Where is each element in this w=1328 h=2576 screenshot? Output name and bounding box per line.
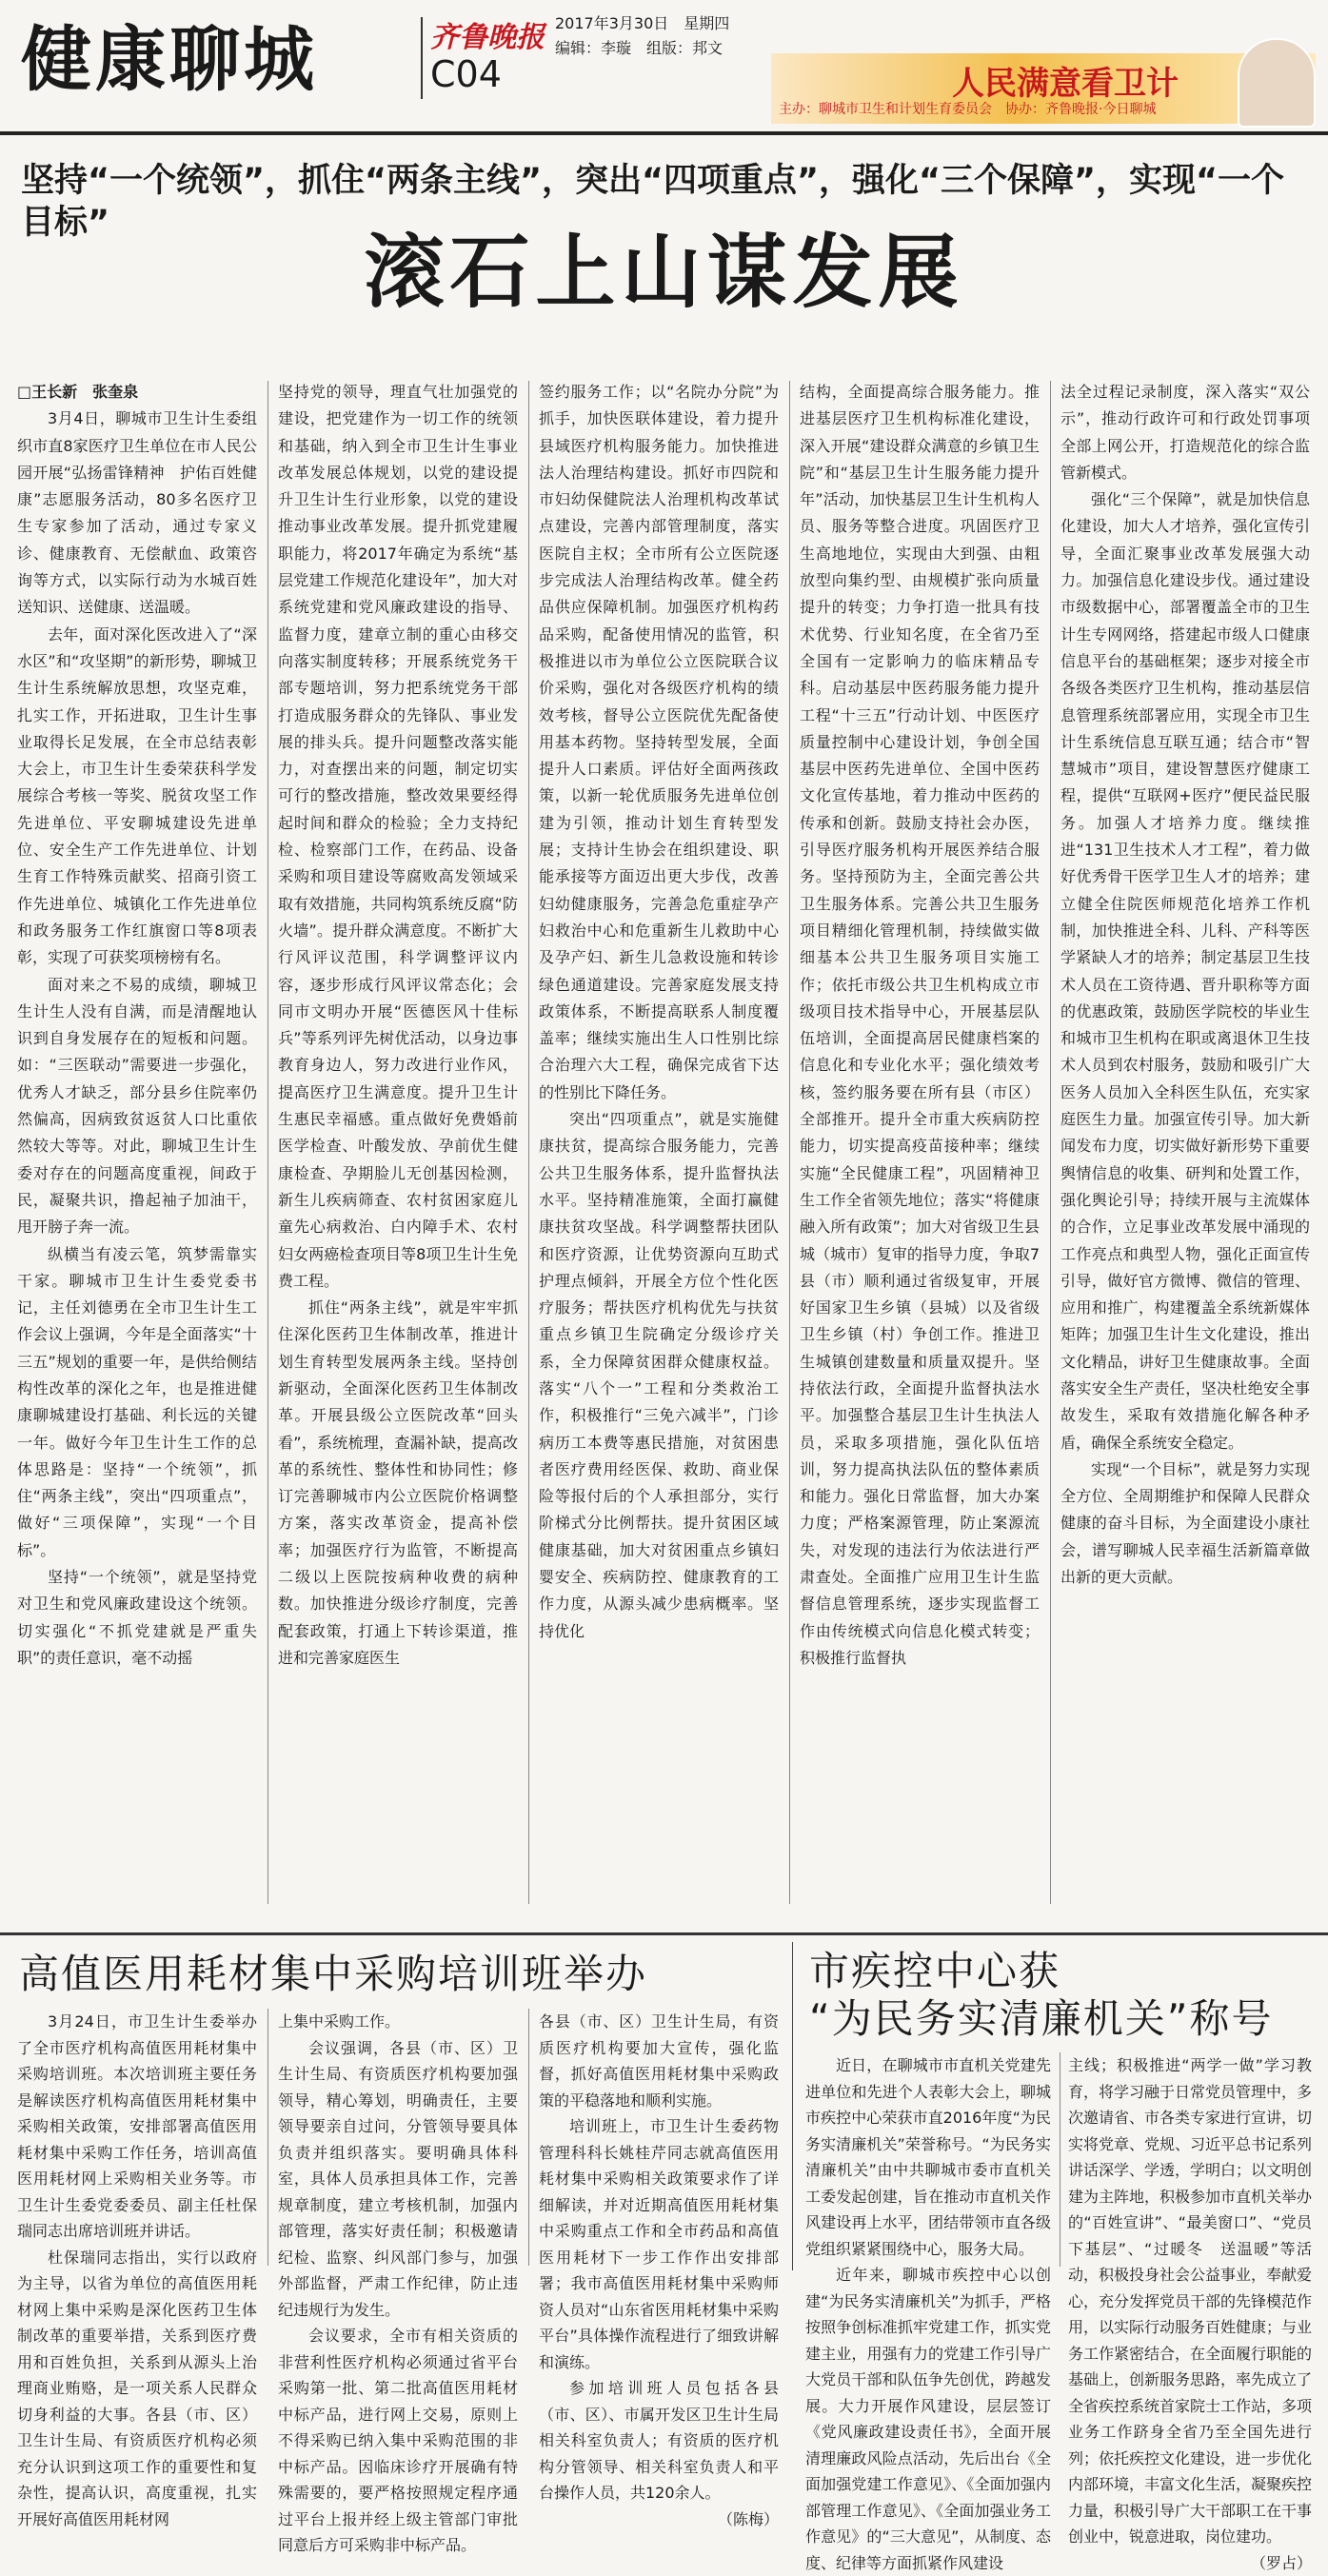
story3-column-1 xyxy=(805,2052,1051,2576)
lead-kicker: 坚持“一个统领”，抓住“两条主线”，突出“四项重点”，强化“三个保障”，实现“一个目标” xyxy=(21,160,1306,244)
paragraph: 培训班上，市卫生计生委药物管理科科长姚桂芹同志就高值医用耗材集中采购相关政策要求作了详细解读，并对近期高值医用耗材集中采购重点工作和全市药品和高值医用耗材下一步工作作出安排部署；我市高值医用耗材集中采购师资人员对“山东省医用耗材集中采购平台”具体操作流程进行了细致讲解和演练。 xyxy=(539,2113,779,2375)
paragraph: 会议强调，各县（市、区）卫生计生局、有资质医疗机构要加强领导，精心筹划，明确责任，主要领导要亲自过问，分管领导要具体负责并组织落实。要明确具体科室，具体人员承担具体工作，完善规章制度，建立考核机制，加强内部管理，落实好责任制；积极邀请纪检、监察、纠风部门参与，加强外部监督，严肃工作纪律，防止违纪违规行为发生。 xyxy=(278,2035,518,2324)
paragraph: 3月4日，聊城市卫生计生委组织市直8家医疗卫生单位在市人民公园开展“弘扬雷锋精神 护佑百姓健康”志愿服务活动，80多名医疗卫生专家参加了活动，通过专家义诊、健康教育、无偿献血、政策咨询等方式，以实际行动为水城百姓送知识、送健康、送温暖。 xyxy=(17,406,257,621)
story2-column-1 xyxy=(17,2009,257,2532)
paragraph: 参加培训班人员包括各县（市、区）、市属开发区卫生计生局相关科室负责人；有资质的医疗机构分管领导、相关科室负责人和平台操作人员，共120余人。 xyxy=(539,2375,779,2507)
paragraph: 近日，在聊城市市直机关党建先进单位和先进个人表彰大会上，聊城市疾控中心荣获市直2016年度“为民务实清廉机关”荣誉称号。“为民务实清廉机关”由中共聊城市委市直机关工委发起创建，旨在推动市直机关作风建设再上水平，团结带领市直各级党组织紧紧围绕中心，服务大局。 xyxy=(805,2052,1051,2262)
column-divider xyxy=(789,381,790,1904)
paragraph: 结构，全面提高综合服务能力。推进基层医疗卫生机构标准化建设，深入开展“建设群众满意的乡镇卫生院”和“基层卫生计生服务能力提升年”活动，加快基层卫生计生机构人员、服务等整合进度。巩固医疗卫生高地地位，实现由大到强、由粗放型向集约型、由规模扩张向质量提升的转变；力争打造一批具有技术优势、行业知名度，在全省乃至全国有一定影响力的临床精品专科。启动基层中医药服务能力提升工程“十三五”行动计划、中医医疗质量控制中心建设计划，争创全国基层中医药先进单位、全国中医药文化宣传基地，着力推动中医药的传承和创新。鼓励支持社会办医，引导医疗服务机构开展医养结合服务。坚持预防为主，全面完善公共卫生服务体系。完善公共卫生服务项目精细化管理机制，持续做实做细基本公共卫生服务项目实施工作；依托市级公共卫生机构成立市级项目技术指导中心，开展基层队伍培训，全面提高居民健康档案的信息化和专业化水平；强化绩效考核，签约服务要在所有县（市区）全部推开。提升全市重大疾病防控能力，切实提高疫苗接种率；继续实施“全民健康工程”，巩固精神卫生工作全省领先地位；落实“将健康融入所有政策”；加大对省级卫生县城（城市）复审的指导力度，争取7县（市）顺利通过省级复审，开展好国家卫生乡镇（县城）以及省级卫生乡镇（村）争创工作。推进卫生城镇创建数量和质量双提升。坚持依法行政，全面提升监督执法水平。加强整合基层卫生计生执法人员，采取多项措施，强化队伍培训，努力提高执法队伍的整体素质和能力。强化日常监督，加大办案力度；严格案源管理，防止案源流失，对发现的违法行为依法进行严肃查处。全面推广应用卫生计生监督信息管理系统，逐步实现监督工作由传统模式向信息化模式转变；积极推行监督执 xyxy=(800,379,1040,1672)
paragraph: 上集中采购工作。 xyxy=(278,2009,518,2035)
nurse-photo-icon xyxy=(1238,38,1316,128)
story2-signature: （陈梅） xyxy=(539,2507,779,2533)
lead-column-3 xyxy=(539,379,779,1645)
story2-column-2 xyxy=(278,2009,518,2559)
paragraph: 面对来之不易的成绩，聊城卫生计生人没有自满，而是清醒地认识到自身发展存在的短板和问题。如：“三医联动”需要进一步强化，优秀人才缺乏，部分县乡住院率仍然偏高，因病致贫返贫人口比重依然较大等等。对此，聊城卫生计生委对存在的问题高度重视，间政于民，凝聚共识，撸起袖子加油干，甩开膀子奔一流。 xyxy=(17,972,257,1241)
lead-column-4 xyxy=(800,379,1040,1672)
story3-signature: （罗占） xyxy=(1068,2550,1312,2576)
masthead-divider xyxy=(421,17,423,99)
newspaper-logo: 齐鲁晚报 xyxy=(430,13,545,55)
story3-headline-line1: 市疾控中心获 xyxy=(809,1948,1314,1995)
top-rule xyxy=(0,131,1328,135)
story-divider xyxy=(792,1942,793,2270)
story3-headline-line2: “为民务实清廉机关”称号 xyxy=(809,1995,1314,2043)
paragraph: 抓住“两条主线”，就是牢牢抓住深化医药卫生体制改革，推进计划生育转型发展两条主线。坚持创新驱动，全面深化医药卫生体制改革。开展县级公立医院改革“回头看”，系统梳理，查漏补缺，提高改革的系统性、整体性和协同性；修订完善聊城市内公立医院价格调整方案，落实改革资金，提高补偿率；加强医疗行为监管，不断提高二级以上医院按病种收费的病种数。加快推进分级诊疗制度，完善配套政策，打通上下转诊渠道，推进和完善家庭医生 xyxy=(278,1295,518,1672)
paragraph: 3月24日，市卫生计生委举办了全市医疗机构高值医用耗材集中采购培训班。本次培训班主要任务是解读医疗机构高值医用耗材集中采购相关政策，安排部署高值医用耗材集中采购工作任务，培训高值医用耗材网上采购相关业务等。市卫生计生委党委委员、副主任杜保瑞同志出席培训班并讲话。 xyxy=(17,2009,257,2245)
paragraph: 强化“三个保障”，就是加快信息化建设，加大人才培养，强化宣传引导，全面汇聚事业改革发展强大动力。加强信息化建设步伐。通过建设市级数据中心，部署覆盖全市的卫生计生专网网络，搭建起市级人口健康信息平台的基础框架；逐步对接全市各级各类医疗卫生机构，推动基层信息管理系统部署应用，实现全市卫生计生系统信息互联互通；结合市“智慧城市”项目，建设智慧医疗健康工程，提供“互联网+医疗”便民益民服务。加强人才培养力度。继续推进“131卫生技术人才工程”，着力做好优秀骨干医学卫生人才的培养；建立健全住院医师规范化培养工作机制，加快推进全科、儿科、产科等医学紧缺人才的培养；制定基层卫生技术人员在工资待遇、晋升职称等方面的优惠政策，鼓励医学院校的毕业生和城市卫生机构在职或离退休卫生技术人员到农村服务，鼓励和吸引广大医务人员加入全科医生队伍，充实家庭医生力量。加强宣传引导。加大新闻发布力度，切实做好新形势下重要舆情信息的收集、研判和处置工作，强化舆论引导；持续开展与主流媒体的合作，立足事业改革发展中涌现的工作亮点和典型人物，强化正面宣传引导，做好官方微博、微信的管理、应用和推广，构建覆盖全系统新媒体矩阵；加强卫生计生文化建设，推出文化精品，讲好卫生健康故事。全面落实安全生产责任，坚决杜绝安全事故发生，采取有效措施化解各种矛盾，确保全系统安全稳定。 xyxy=(1060,486,1310,1456)
story2-column-3 xyxy=(539,2009,779,2532)
paragraph: 法全过程记录制度，深入落实“双公示”，推动行政许可和行政处罚事项全部上网公开，打造规范化的综合监管新模式。 xyxy=(1060,379,1310,486)
page-number: C04 xyxy=(430,55,502,93)
column-divider xyxy=(1050,381,1051,1904)
paragraph: 坚持“一个统领”，就是坚持党对卫生和党风廉政建设这个统领。切实强化“不抓党建就是严重失职”的责任意识，毫不动摇 xyxy=(17,1564,257,1672)
section-rule xyxy=(0,1932,1328,1935)
column-divider xyxy=(528,381,529,1904)
editor-credits: 编辑：李璇 组版：邦文 xyxy=(555,38,723,59)
paragraph: 纵横当有凌云笔，筑梦需靠实干家。聊城市卫生计生委党委书记，主任刘德勇在全市卫生计生工作会议上强调，今年是全面落实“十三五”规划的重要一年，是供给侧结构性改革的深化之年，也是推进健康聊城建设打基础、利长远的关键一年。做好今年卫生计生工作的总体思路是：坚持“一个统领”，抓住“两条主线”，突出“四项重点”，做好“三项保障”，实现“一个目标”。 xyxy=(17,1241,257,1565)
lead-headline: 滚石上山谋发展 xyxy=(0,225,1328,320)
paragraph: 实现“一个目标”，就是努力实现全方位、全周期维护和保障人民群众健康的奋斗目标，为全面建设小康社会，谱写聊城人民幸福生活新篇章做出新的更大贡献。 xyxy=(1060,1456,1310,1591)
issue-date: 2017年3月30日 星期四 xyxy=(555,13,729,34)
lead-column-2 xyxy=(278,379,518,1672)
column-divider xyxy=(528,2009,529,2266)
section-title: 健康聊城 xyxy=(21,17,318,103)
paragraph: 坚持党的领导，理直气壮加强党的建设，把党建作为一切工作的统领和基础，纳入到全市卫生计生事业改革发展总体规划，以党的建设提升卫生计生行业形象，以党的建设推动事业改革发展。提升抓党建履职能力，将2017年确定为系统“基层党建工作规范化建设年”，加大对系统党建和党风廉政建设的指导、监督力度，建章立制的重心由移交向落实制度转移；开展系统党务干部专题培训，努力把系统党务干部打造成服务群众的先锋队、事业发展的排头兵。提升问题整改落实能力，对查摆出来的问题，制定切实可行的整改措施，整改效果要经得起时间和群众的检验；全力支持纪检、检察部门工作，在药品、设备采购和项目建设等腐败高发领域采取有效措施，共同构筑系统反腐“防火墙”。提升群众满意度。不断扩大行风评议范围，科学调整评议内容，逐步形成行风评议常态化；会同市文明办开展“医德医风十佳标兵”等系列评先树优活动，以身边事教育身边人，努力改进行业作风，提高医疗卫生满意度。提升卫生计生惠民幸福感。重点做好免费婚前医学检查、叶酸发放、孕前优生健康检查、孕期脸儿无创基因检测，新生儿疾病筛查、农村贫困家庭儿童先心病救治、白内障手术、农村妇女两癌检查项目等8项卫生计生免费工程。 xyxy=(278,379,518,1295)
lead-column-1 xyxy=(17,379,257,1672)
banner-sponsors: 主办：聊城市卫生和计划生育委员会 协办：齐鲁晚报·今日聊城 xyxy=(779,99,1156,118)
paragraph: 去年，面对深化医改进入了“深水区”和“攻坚期”的新形势，聊城卫生计生系统解放思想，攻坚克难，扎实工作，开拓进取，卫生计生事业取得长足发展，在全市总结表彰大会上，市卫生计生委荣获科学发展综合考核一等奖、脱贫攻坚工作先进单位、平安聊城建设先进单位、安全生产工作先进单位、计划生育工作特殊贡献奖、招商引资工作先进单位、城镇化工作先进单位和政务服务工作红旗窗口等8项表彰，实现了可获奖项榜榜有名。 xyxy=(17,622,257,972)
paragraph: 主线；积极推进“两学一做”学习教育，将学习融于日常党员管理中，多次邀请省、市各类专家进行宣讲，切实将党章、党规、习近平总书记系列讲话深学、学透，学明白；以文明创建为主阵地，积极参加市直机关举办的“百姓宣讲”、“最美窗口”、“党员下基层”、“过暖冬 送温暖”等活动，积极投身社会公益事业，奉献爱心，充分发挥党员干部的先锋模范作用，以实际行动服务百姓健康；与业务工作紧密结合，在全面履行职能的基础上，创新服务思路，率先成立了全省疾控系统首家院士工作站，多项业务工作跻身全省乃至全国先进行列；依托疾控文化建设，进一步优化内部环境，丰富文化生活，凝聚疾控力量，积极引导广大干部职工在干事创业中，锐意进取，岗位建功。 xyxy=(1068,2052,1312,2550)
story2-headline: 高值医用耗材集中采购培训班举办 xyxy=(19,1950,781,1999)
paragraph: 近年来，聊城市疾控中心以创建“为民务实清廉机关”为抓手，严格按照争创标准抓牢党建工作，抓实党建主业，用强有力的党建工作引导广大党员干部和队伍争先创优，跨越发展。大力开展作风建设，层层签订《党风廉政建设责任书》，全面开展清理廉政风险点活动，先后出台《全面加强党建工作意见》、《全面加强内部管理工作意见》、《全面加强业务工作意见》的“三大意见”，从制度、态度、纪律等方面抓紧作风建设 xyxy=(805,2262,1051,2576)
paragraph: 会议要求，全市有相关资质的非营利性医疗机构必须通过省平台采购第一批、第二批高值医用耗材中标产品，进行网上交易，原则上不得采购已纳入集中采购范围的非中标产品。因临床诊疗开展确有特殊需要的，要严格按照规定程序通过平台上报并经上级主管部门审批同意后方可采购非中标产品。 xyxy=(278,2323,518,2559)
paragraph: 签约服务工作；以“名院办分院”为抓手，加快医联体建设，着力提升县域医疗机构服务能力。加快推进法人治理结构建设。抓好市四院和市妇幼保健院法人治理机构改革试点建设，完善内部管理制度，落实医院自主权；全市所有公立医院逐步完成法人治理结构改革。健全药品供应保障机制。加强医疗机构药品采购，配备使用情况的监管，积极推进以市为单位公立医院联合议价采购，强化对各级医疗机构的绩效考核，督导公立医院优先配备使用基本药物。坚持转型发展，全面提升人口素质。评估好全面两孩政策，以新一轮优质服务先进单位创建为引领，推动计划生育转型发展；支持计生协会在组织建设、职能承接等方面迈出更大步伐，改善妇幼健康服务，完善急危重症孕产妇救治中心和危重新生儿救助中心及孕产妇、新生儿急救设施和转诊绿色通道建设。完善家庭发展支持政策体系，不断提高联系人制度覆盖率；继续实施出生人口性别比综合治理六大工程，确保完成省下达的性别比下降任务。 xyxy=(539,379,779,1106)
lead-column-5 xyxy=(1060,379,1310,1591)
paragraph: 突出“四项重点”，就是实施健康扶贫，提高综合服务能力，完善公共卫生服务体系，提升监督执法水平。坚持精准施策，全面打赢健康扶贫攻坚战。科学调整帮扶团队和医疗资源，让优势资源向互助式护理点倾斜，开展全方位个性化医疗服务；帮扶医疗机构优先与扶贫重点乡镇卫生院确定分级诊疗关系，全力保障贫困群众健康权益。落实“八个一”工程和分类救治工作，积极推行“三免六减半”，门诊病历工本费等惠民措施，对贫困患者医疗费用经医保、救助、商业保险等报付后的个人承担部分，实行阶梯式分比例帮扶。提升贫困区域健康基础，加大对贫困重点乡镇妇婴安全、疾病防控、健康教育的工作力度，从源头减少患病概率。坚持优化 xyxy=(539,1106,779,1645)
story3-column-2 xyxy=(1068,2052,1312,2576)
paragraph: 各县（市、区）卫生计生局，有资质医疗机构要加大宣传，强化监督，抓好高值医用耗材集中采购政策的平稳落地和顺利实施。 xyxy=(539,2009,779,2113)
banner-title: 人民满意看卫计 xyxy=(952,57,1179,104)
paragraph: 杜保瑞同志指出，实行以政府为主导，以省为单位的高值医用耗材网上集中采购是深化医药卫生体制改革的重要举措，关系到医疗费用和百姓负担，关系到从源头上治理商业贿赂，是一项关系人民群众切身利益的大事。各县（市、区）卫生计生局、有资质医疗机构必须充分认识到这项工作的重要性和复杂性，提高认识，高度重视，扎实开展好高值医用耗材网 xyxy=(17,2245,257,2533)
byline: □王长新 张奎泉 xyxy=(17,379,257,406)
